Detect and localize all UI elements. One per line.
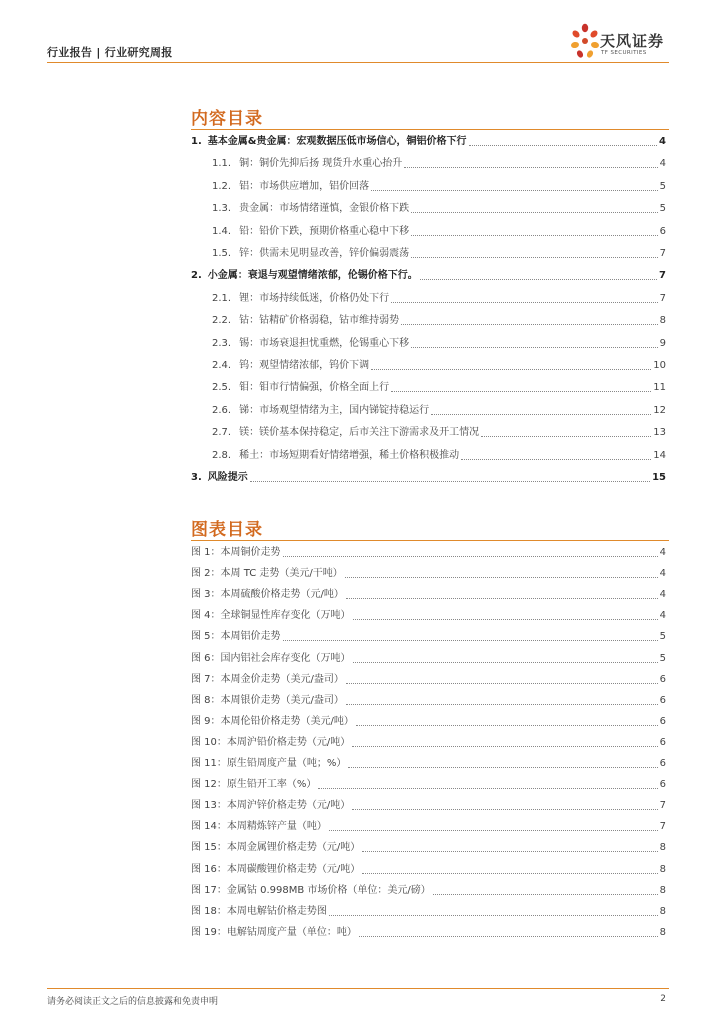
- figure-entry-page: 4: [659, 568, 666, 579]
- figure-list-entry[interactable]: [191, 735, 666, 749]
- toc-entry-number: 1.4.: [212, 226, 232, 237]
- contents-title-rule: [191, 129, 669, 130]
- figure-entry-page: 7: [659, 821, 666, 832]
- figure-dot-leader: [283, 640, 658, 641]
- toc-entry-page: 7: [659, 248, 666, 259]
- toc-dot-leader: [250, 481, 650, 482]
- figure-entry-page: 6: [659, 737, 666, 748]
- toc-dot-leader: [391, 391, 651, 392]
- figure-dot-leader: [362, 873, 657, 874]
- figure-entry-title: 图 18：本周电解钴价格走势图: [191, 906, 327, 917]
- toc-entry-page: 4: [659, 136, 666, 147]
- toc-entry-number: 1.3.: [212, 203, 232, 214]
- toc-entry-title: 钼：钼市行情偏强，价格全面上行: [239, 382, 390, 393]
- figure-list-entry[interactable]: [191, 883, 666, 897]
- figure-list-entry[interactable]: [191, 714, 666, 728]
- toc-section-entry[interactable]: [212, 246, 666, 260]
- logo-chinese-name: 天风证券: [600, 32, 665, 50]
- figure-entry-title: 图 4：全球铜显性库存变化（万吨）: [191, 610, 351, 621]
- toc-section-entry[interactable]: [212, 156, 666, 170]
- toc-entry-title: 钴：钴精矿价格弱稳，钴市维持弱势: [239, 315, 400, 326]
- figure-entry-page: 8: [659, 885, 666, 896]
- figure-list-entry[interactable]: [191, 819, 666, 833]
- figure-dot-leader: [352, 746, 657, 747]
- toc-entry-page: 14: [653, 450, 666, 461]
- toc-section-entry[interactable]: [212, 380, 666, 394]
- figure-entry-title: 图 17：金属钴 0.998MB 市场价格（单位：美元/磅）: [191, 885, 431, 896]
- figure-entry-page: 6: [659, 674, 666, 685]
- toc-section-entry[interactable]: [212, 201, 666, 215]
- figure-list-entry[interactable]: [191, 798, 666, 812]
- toc-dot-leader: [411, 347, 658, 348]
- toc-entry-number: 2.7.: [212, 427, 232, 438]
- figure-entry-title: 图 19：电解钴周度产量（单位：吨）: [191, 927, 357, 938]
- toc-dot-leader: [411, 257, 658, 258]
- toc-entry-title: 锑：市场观望情绪为主，国内锑锭持稳运行: [239, 405, 430, 416]
- figure-entry-title: 图 6：国内铝社会库存变化（万吨）: [191, 653, 351, 664]
- toc-dot-leader: [411, 212, 658, 213]
- figure-dot-leader: [346, 704, 658, 705]
- figure-dot-leader: [356, 725, 658, 726]
- figure-entry-title: 图 13：本周沪锌价格走势（元/吨）: [191, 800, 351, 811]
- toc-entry-page: 9: [659, 338, 666, 349]
- toc-section-entry[interactable]: [212, 291, 666, 305]
- toc-entry-title: 铜：铜价先抑后扬 现货升水重心抬升: [239, 158, 403, 169]
- figures-title-rule: [191, 540, 669, 541]
- figure-list-entry[interactable]: [191, 925, 666, 939]
- toc-entry-title: 锌：供需未见明显改善，锌价偏弱震荡: [239, 248, 410, 259]
- toc-dot-leader: [391, 302, 658, 303]
- figure-entry-title: 图 16：本周碳酸锂价格走势（元/吨）: [191, 864, 361, 875]
- toc-entry-title: 镁：镁价基本保持稳定，后市关注下游需求及开工情况: [239, 427, 480, 438]
- figure-entry-title: 图 3：本周硫酸价格走势（元/吨）: [191, 589, 344, 600]
- figure-entry-title: 图 9：本周伦铅价格走势（美元/吨）: [191, 716, 354, 727]
- figure-entry-page: 6: [659, 716, 666, 727]
- figure-entry-title: 图 8：本周银价走势（美元/盎司）: [191, 695, 344, 706]
- figure-entry-page: 8: [659, 842, 666, 853]
- toc-entry-number: 2.: [191, 270, 202, 281]
- figure-dot-leader: [329, 915, 658, 916]
- figure-dot-leader: [348, 767, 657, 768]
- toc-dot-leader: [461, 459, 651, 460]
- figure-list-entry[interactable]: [191, 587, 666, 601]
- figure-entry-title: 图 11：原生铅周度产量（吨；%）: [191, 758, 347, 769]
- flower-logo-icon: [570, 22, 600, 60]
- figure-entry-title: 图 1：本周铜价走势: [191, 547, 281, 558]
- figure-list-entry[interactable]: [191, 862, 666, 876]
- figure-entry-page: 6: [659, 758, 666, 769]
- toc-entry-number: 2.6.: [212, 405, 232, 416]
- toc-dot-leader: [401, 324, 658, 325]
- figure-list-entry[interactable]: [191, 840, 666, 854]
- figure-entry-title: 图 14：本周精炼锌产量（吨）: [191, 821, 327, 832]
- figure-dot-leader: [353, 662, 658, 663]
- toc-section-entry[interactable]: [212, 313, 666, 327]
- toc-entry-page: 4: [659, 158, 666, 169]
- figure-dot-leader: [362, 851, 657, 852]
- toc-dot-leader: [420, 279, 657, 280]
- toc-section-entry[interactable]: [212, 224, 666, 238]
- toc-entry-page: 7: [659, 293, 666, 304]
- toc-entry-page: 11: [653, 382, 666, 393]
- figure-dot-leader: [318, 788, 657, 789]
- figure-entry-page: 5: [659, 653, 666, 664]
- toc-section-entry[interactable]: [212, 336, 666, 350]
- figure-dot-leader: [433, 894, 658, 895]
- toc-entry-title: 基本金属&贵金属：宏观数据压低市场信心，铜铝价格下行: [207, 136, 467, 147]
- toc-entry-title: 锡：市场衰退担忧重燃，伦锡重心下移: [239, 338, 410, 349]
- toc-entry-title: 贵金属：市场情绪谨慎，金银价格下跌: [239, 203, 410, 214]
- figure-list-entry[interactable]: [191, 545, 666, 559]
- figure-list-entry[interactable]: [191, 651, 666, 665]
- toc-chapter-entry[interactable]: [191, 134, 666, 148]
- toc-dot-leader: [481, 436, 651, 437]
- toc-dot-leader: [404, 167, 657, 168]
- toc-entry-number: 2.4.: [212, 360, 232, 371]
- figure-entry-page: 8: [659, 864, 666, 875]
- toc-entry-number: 2.3.: [212, 338, 232, 349]
- figure-entry-page: 4: [659, 610, 666, 621]
- toc-dot-leader: [469, 145, 658, 146]
- toc-entry-title: 铅：铅价下跌，预期价格重心稳中下移: [239, 226, 410, 237]
- toc-section-entry[interactable]: [212, 179, 666, 193]
- figure-entry-page: 6: [659, 779, 666, 790]
- toc-entry-number: 1.2.: [212, 181, 232, 192]
- toc-entry-page: 10: [653, 360, 666, 371]
- footer-divider: [47, 988, 669, 989]
- toc-entry-number: 1.1.: [212, 158, 232, 169]
- figure-entry-page: 8: [659, 927, 666, 938]
- toc-dot-leader: [371, 190, 658, 191]
- footer-disclaimer: 请务必阅读正文之后的信息披露和免责申明: [47, 997, 219, 1007]
- figure-entry-title: 图 10：本周沪铅价格走势（元/吨）: [191, 737, 351, 748]
- figure-list-entry[interactable]: [191, 608, 666, 622]
- figure-dot-leader: [346, 683, 658, 684]
- report-breadcrumb: 行业报告 | 行业研究周报: [47, 46, 173, 59]
- page-number: 2: [660, 994, 666, 1004]
- toc-section-entry[interactable]: [212, 358, 666, 372]
- toc-entry-title: 铝：市场供应增加，铝价回落: [239, 181, 370, 192]
- toc-entry-page: 6: [659, 226, 666, 237]
- toc-entry-page: 15: [652, 472, 666, 483]
- toc-dot-leader: [411, 235, 658, 236]
- toc-entry-title: 锂：市场持续低迷，价格仍处下行: [239, 293, 390, 304]
- toc-entry-number: 3.: [191, 472, 202, 483]
- toc-section-entry[interactable]: [212, 403, 666, 417]
- toc-section-entry[interactable]: [212, 448, 666, 462]
- toc-entry-page: 8: [659, 315, 666, 326]
- figure-list-entry[interactable]: [191, 672, 666, 686]
- figure-entry-title: 图 5：本周铝价走势: [191, 631, 281, 642]
- toc-entry-page: 13: [653, 427, 666, 438]
- figure-entry-title: 图 15：本周金属锂价格走势（元/吨）: [191, 842, 361, 853]
- figure-entry-page: 4: [659, 589, 666, 600]
- figure-entry-page: 6: [659, 695, 666, 706]
- toc-entry-title: 小金属：衰退与观望情绪浓郁，伦锡价格下行。: [207, 270, 418, 281]
- figures-title: 图表目录: [191, 520, 263, 540]
- toc-chapter-entry[interactable]: [191, 268, 666, 282]
- figure-dot-leader: [345, 577, 658, 578]
- toc-entry-page: 12: [653, 405, 666, 416]
- figure-list-entry[interactable]: [191, 629, 666, 643]
- figure-entry-title: 图 7：本周金价走势（美元/盎司）: [191, 674, 344, 685]
- toc-entry-title: 风险提示: [207, 472, 248, 483]
- toc-dot-leader: [371, 369, 651, 370]
- figure-dot-leader: [283, 556, 658, 557]
- figure-list-entry[interactable]: [191, 566, 666, 580]
- figure-list-entry[interactable]: [191, 777, 666, 791]
- toc-entry-page: 5: [659, 181, 666, 192]
- toc-entry-number: 2.5.: [212, 382, 232, 393]
- toc-entry-page: 5: [659, 203, 666, 214]
- contents-title: 内容目录: [191, 109, 263, 129]
- figure-entry-title: 图 2：本周 TC 走势（美元/干吨）: [191, 568, 343, 579]
- company-logo: [570, 22, 674, 62]
- figure-dot-leader: [346, 598, 658, 599]
- figure-entry-page: 4: [659, 547, 666, 558]
- figure-dot-leader: [359, 936, 658, 937]
- figure-entry-page: 8: [659, 906, 666, 917]
- toc-entry-title: 钨：观望情绪浓郁，钨价下调: [239, 360, 370, 371]
- figure-list-entry[interactable]: [191, 756, 666, 770]
- toc-entry-number: 2.2.: [212, 315, 232, 326]
- toc-dot-leader: [431, 414, 651, 415]
- toc-entry-number: 2.1.: [212, 293, 232, 304]
- toc-entry-number: 2.8.: [212, 450, 232, 461]
- figure-dot-leader: [353, 619, 658, 620]
- figure-list-entry[interactable]: [191, 904, 666, 918]
- figure-entry-page: 5: [659, 631, 666, 642]
- toc-section-entry[interactable]: [212, 425, 666, 439]
- figure-dot-leader: [352, 809, 657, 810]
- toc-chapter-entry[interactable]: [191, 470, 666, 484]
- toc-entry-number: 1.: [191, 136, 202, 147]
- toc-entry-page: 7: [659, 270, 666, 281]
- toc-entry-title: 稀土：市场短期看好情绪增强，稀土价格积极推动: [239, 450, 460, 461]
- figure-list-entry[interactable]: [191, 693, 666, 707]
- logo-english-name: TF SECURITIES: [601, 50, 647, 56]
- figure-dot-leader: [329, 830, 658, 831]
- figure-entry-title: 图 12：原生铅开工率（%）: [191, 779, 317, 790]
- toc-entry-number: 1.5.: [212, 248, 232, 259]
- figure-entry-page: 7: [659, 800, 666, 811]
- header-divider: [47, 62, 669, 63]
